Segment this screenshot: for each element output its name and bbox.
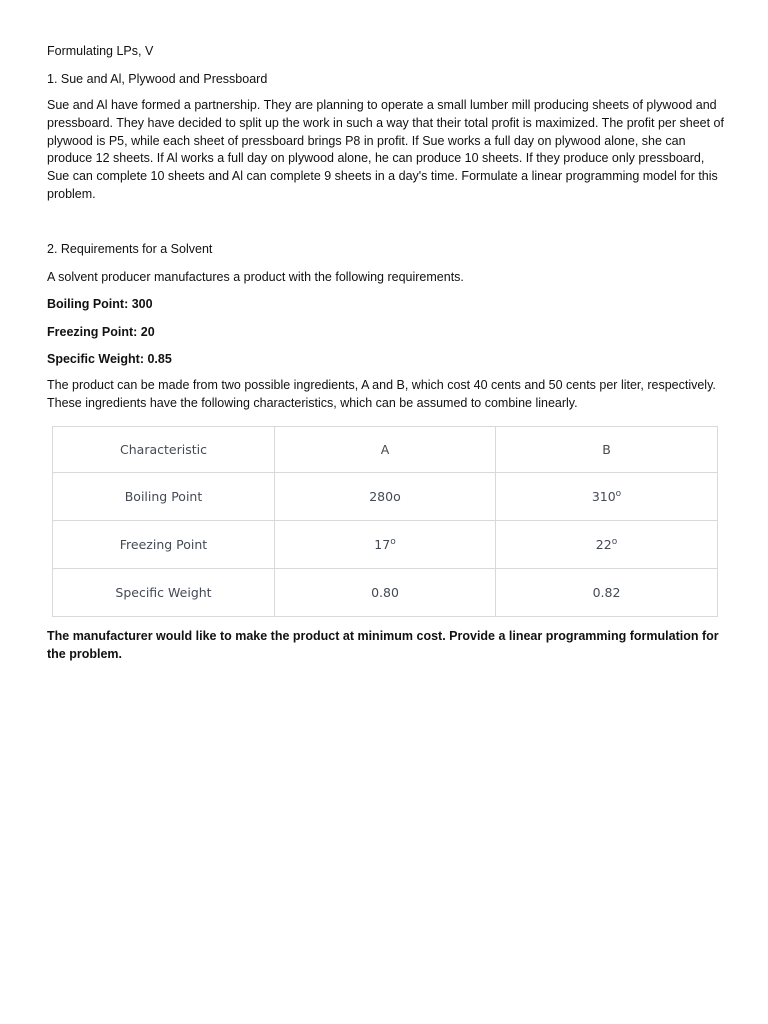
- table-cell-b: 310$^o$: [496, 473, 718, 521]
- table-header-a: A: [275, 427, 496, 473]
- table-cell-a: 280o: [275, 473, 496, 521]
- table-header-characteristic: Characteristic: [53, 427, 275, 473]
- problem1-body: Sue and Al have formed a partnership. They are planning to operate a small lumber mill producing sheets of plywood and pressboard. They have decided to split up the work in such a way that their total profit is maximized. The profit per sheet of plywood is P5, while each sheet of pressboard brings P8 in profit. If Sue works a full day on plywood alone, she can produce 12 sheets. If Al works a full day on plywood alone, he can produce 10 sheets. If they produce only pressboard, Sue can complete 10 sheets and Al can complete 9 sheets in a day's time. Formulate a linear programming model for this problem.: [47, 98, 724, 201]
- characteristics-table-container: [52, 426, 717, 614]
- table-cell-label: Specific Weight: [53, 569, 275, 617]
- characteristics-table: [52, 426, 718, 617]
- table-row: [53, 521, 718, 569]
- closing-paragraph: The manufacturer would like to make the product at minimum cost. Provide a linear programming formulation for the problem.: [47, 629, 719, 661]
- requirement-boiling-point: Boiling Point: 300: [47, 297, 153, 311]
- problem1-heading: 1. Sue and Al, Plywood and Pressboard: [47, 72, 268, 86]
- requirement-specific-weight: Specific Weight: 0.85: [47, 352, 172, 366]
- problem2-intro: A solvent producer manufactures a product with the following requirements.: [47, 270, 464, 284]
- table-row: [53, 569, 718, 617]
- requirement-freezing-point: Freezing Point: 20: [47, 325, 155, 339]
- table-header-b: B: [496, 427, 718, 473]
- ingredients-paragraph: The product can be made from two possible ingredients, A and B, which cost 40 cents and 50 cents per liter, respectively. These ingredients have the following characteristics, which can be assumed to combine linearly.: [47, 378, 716, 410]
- table-cell-label: Boiling Point: [53, 473, 275, 521]
- table-cell-a: 0.80: [275, 569, 496, 617]
- table-row: [53, 473, 718, 521]
- table-header-row: [53, 427, 718, 473]
- table-cell-b: 0.82: [496, 569, 718, 617]
- table-cell-b: 22$^o$: [496, 521, 718, 569]
- problem2-heading: 2. Requirements for a Solvent: [47, 242, 213, 256]
- table-cell-label: Freezing Point: [53, 521, 275, 569]
- document-title: Formulating LPs, V: [47, 44, 154, 58]
- table-cell-a: 17$^o$: [275, 521, 496, 569]
